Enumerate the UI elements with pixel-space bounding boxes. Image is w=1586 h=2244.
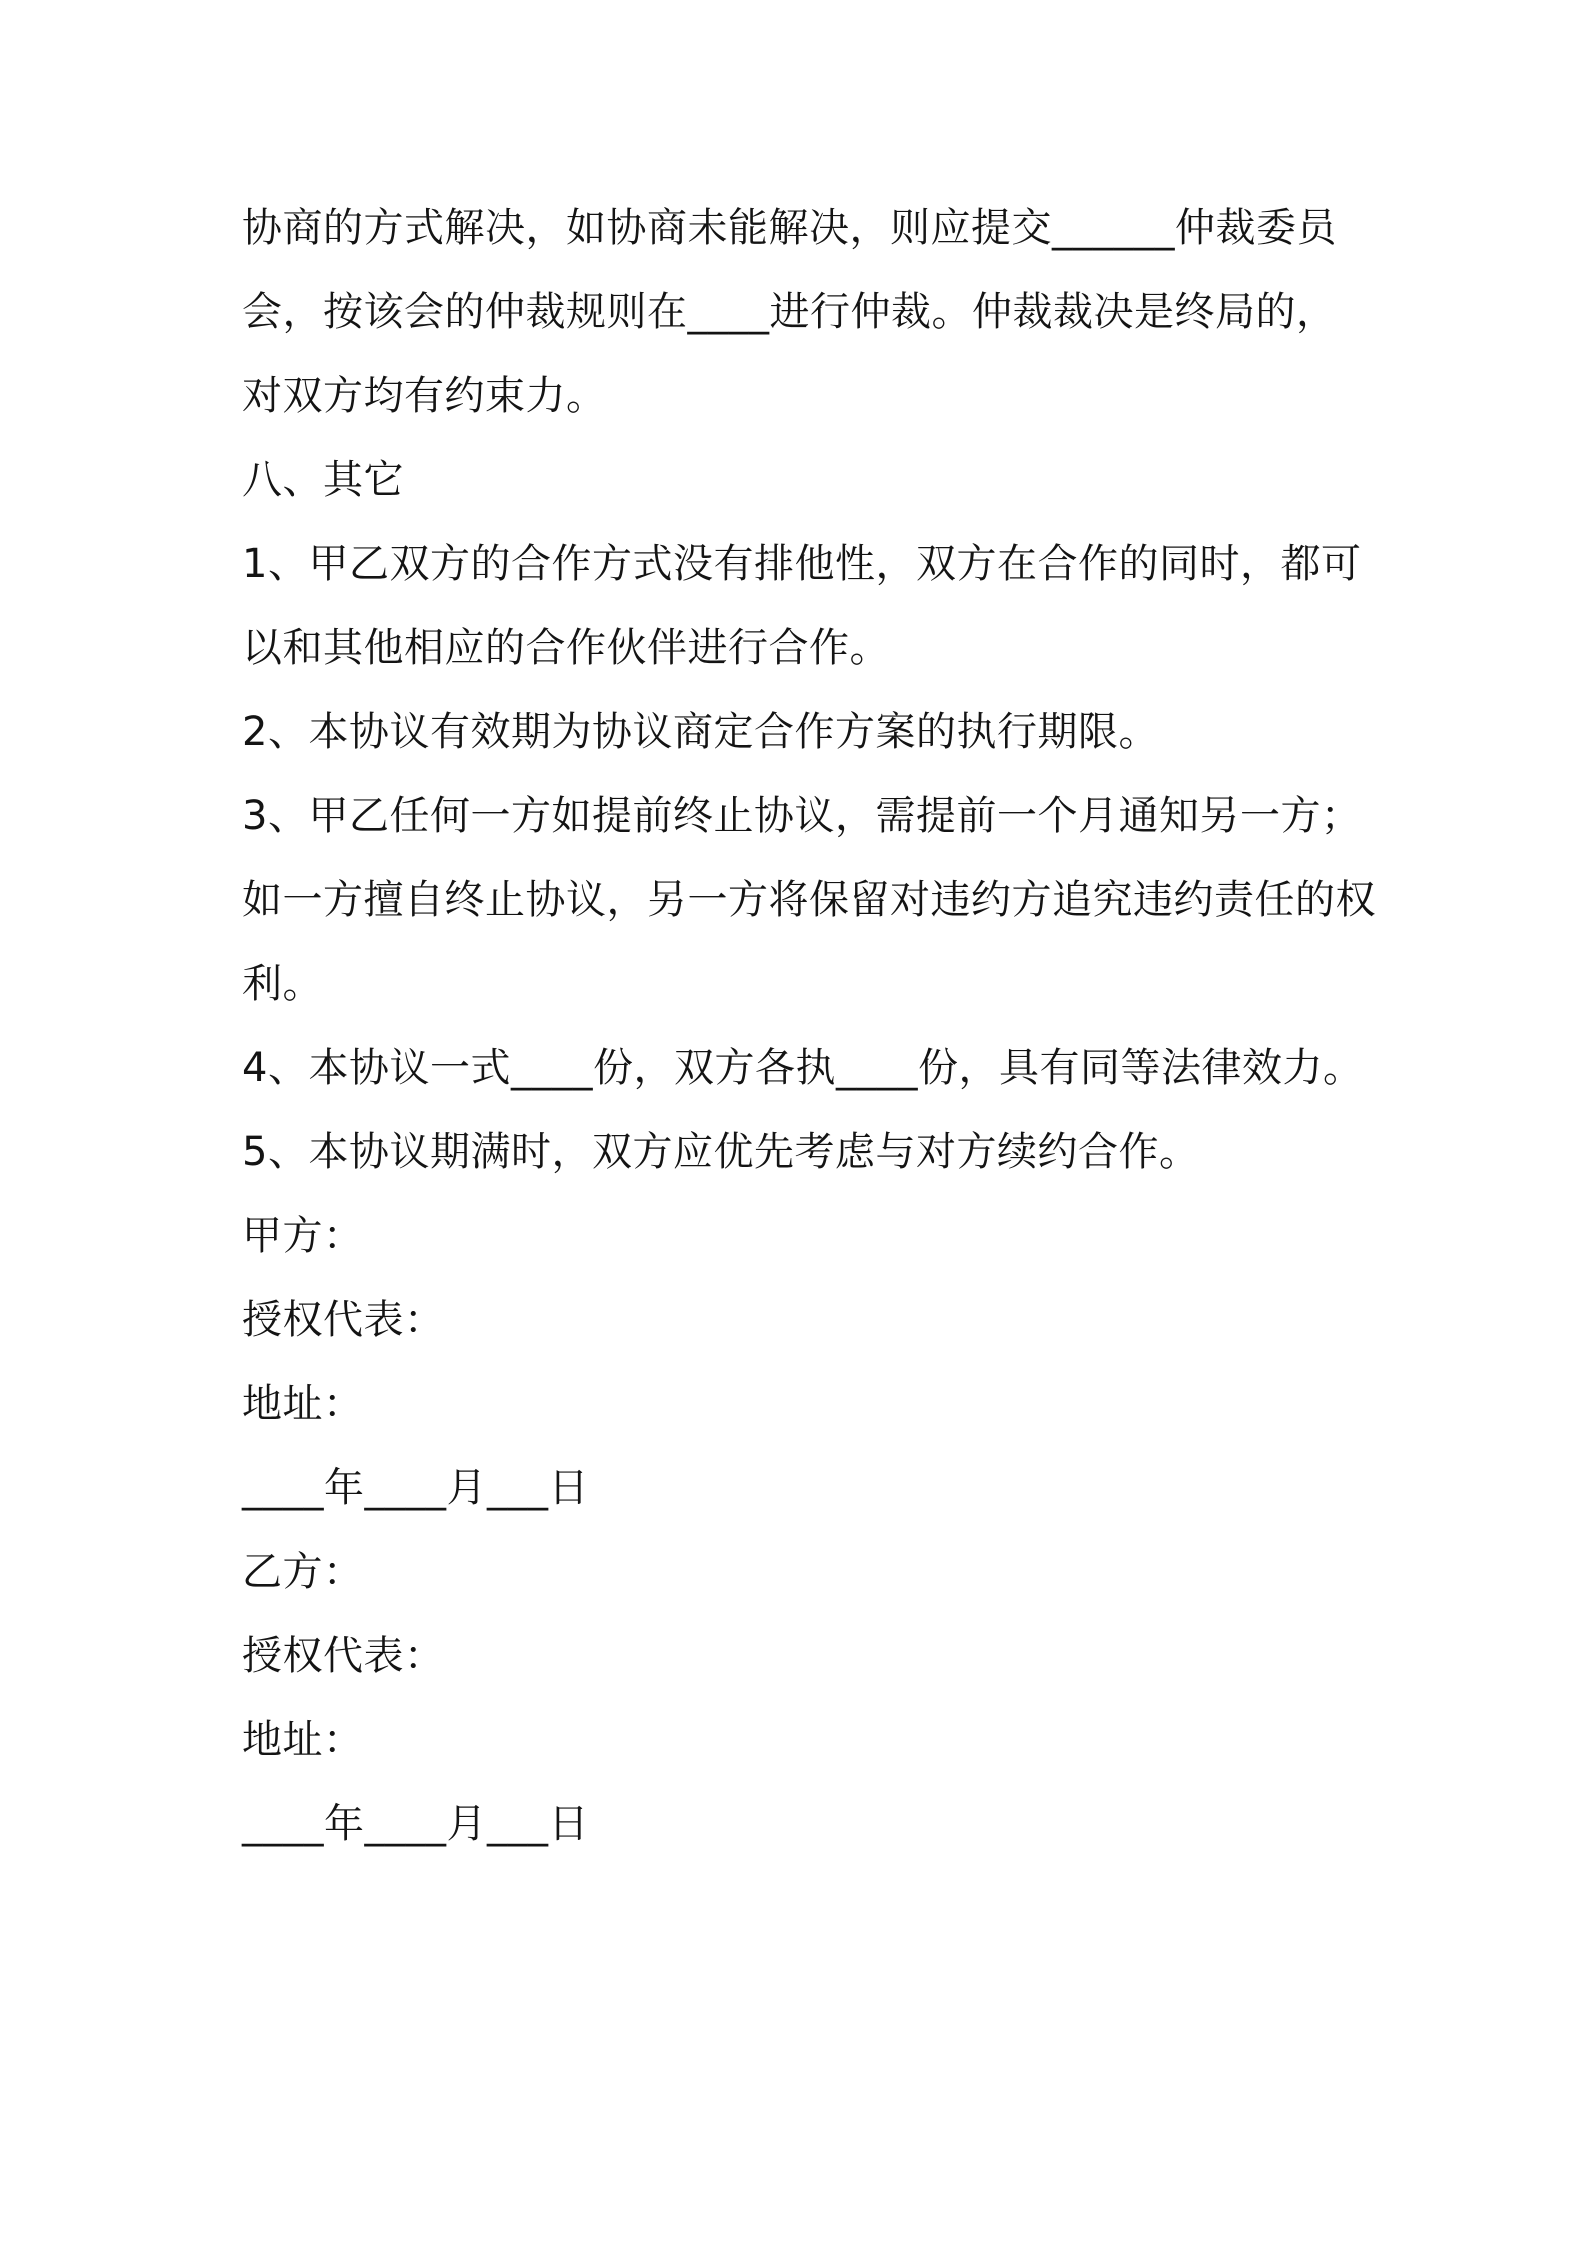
party-b-label: 乙方： [242,1549,364,1595]
party-b-representative-label: 授权代表： [242,1633,445,1679]
party-b-address-label: 地址： [242,1717,364,1763]
party-b-date-line: ____年____月___日 [242,1801,589,1847]
arbitration-clause-line-1: 协商的方式解决，如协商未能解决，则应提交______仲裁委员 [242,205,1337,251]
clause-5: 5、本协议期满时，双方应优先考虑与对方续约合作。 [242,1129,1200,1175]
party-a-date-line: ____年____月___日 [242,1465,589,1511]
clause-1-line-2: 以和其他相应的合作伙伴进行合作。 [242,625,890,671]
arbitration-clause-line-2: 会，按该会的仲裁规则在____进行仲裁。仲裁裁决是终局的， [242,289,1337,335]
party-a-label: 甲方： [242,1213,364,1259]
clause-1-line-1: 1、甲乙双方的合作方式没有排他性，双方在合作的同时，都可 [242,541,1362,587]
party-a-representative-label: 授权代表： [242,1297,445,1343]
party-a-address-label: 地址： [242,1381,364,1427]
clause-4: 4、本协议一式____份，双方各执____份，具有同等法律效力。 [242,1045,1364,1091]
section-heading-other: 八、其它 [242,457,404,503]
clause-2: 2、本协议有效期为协议商定合作方案的执行期限。 [242,709,1159,755]
clause-3-line-3: 利。 [242,961,323,1007]
clause-3-line-1: 3、甲乙任何一方如提前终止协议，需提前一个月通知另一方； [242,793,1362,839]
arbitration-clause-line-3: 对双方均有约束力。 [242,373,607,419]
clause-3-line-2: 如一方擅自终止协议，另一方将保留对违约方追究违约责任的权 [242,877,1376,923]
